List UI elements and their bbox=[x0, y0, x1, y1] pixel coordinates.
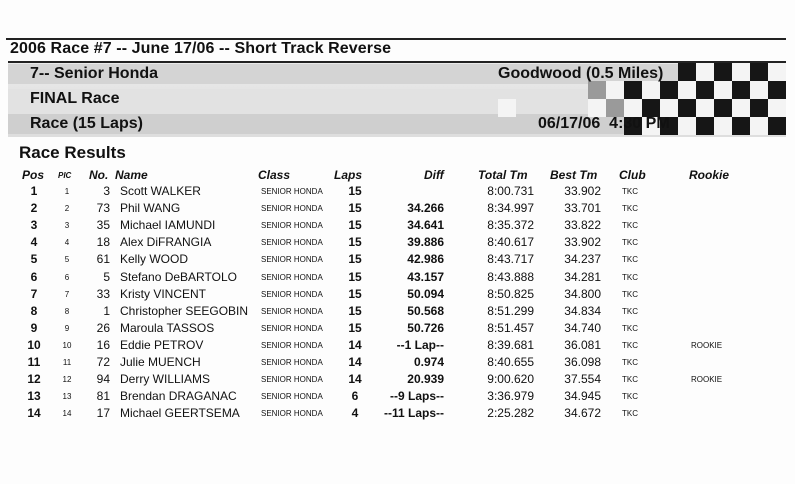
cell-club: TKC bbox=[622, 340, 638, 350]
cell-best: 36.098 bbox=[564, 355, 601, 369]
header-no: No. bbox=[89, 168, 109, 182]
cell-pic: 5 bbox=[64, 255, 70, 265]
cell-rookie: ROOKIE bbox=[691, 375, 723, 385]
cell-best: 37.554 bbox=[564, 372, 601, 387]
cell-class: SENIOR HONDA bbox=[261, 221, 323, 231]
cell-pic: 10 bbox=[62, 340, 72, 350]
table-row bbox=[0, 217, 795, 234]
cell-laps: 6 bbox=[351, 389, 359, 404]
cell-total: 8:00.731 bbox=[487, 184, 534, 198]
cell-total: 3:36.979 bbox=[487, 389, 534, 404]
cell-name: Kelly WOOD bbox=[120, 252, 189, 267]
cell-pos: 6 bbox=[30, 269, 38, 284]
cell-club: TKC bbox=[622, 238, 638, 248]
cell-club: TKC bbox=[622, 409, 638, 419]
cell-class: SENIOR HONDA bbox=[261, 375, 323, 385]
cell-pos: 9 bbox=[30, 320, 38, 335]
header-class: Class bbox=[258, 168, 291, 182]
cell-diff: --11 Laps-- bbox=[383, 406, 444, 421]
cell-best: 36.081 bbox=[564, 337, 601, 352]
cell-club: TKC bbox=[622, 358, 638, 367]
cell-pos: 5 bbox=[30, 252, 38, 267]
cell-pos: 2 bbox=[30, 201, 38, 216]
table-row bbox=[0, 200, 795, 217]
table-row bbox=[0, 183, 795, 200]
cell-diff: 42.986 bbox=[407, 252, 444, 267]
cell-diff: 50.568 bbox=[407, 303, 444, 318]
cell-laps: 15 bbox=[348, 184, 362, 198]
cell-class: SENIOR HONDA bbox=[261, 409, 323, 419]
cell-total: 9:00.620 bbox=[487, 372, 534, 387]
cell-class: SENIOR HONDA bbox=[261, 289, 323, 299]
cell-name: Brendan DRAGANAC bbox=[120, 389, 237, 404]
cell-name: Phil WANG bbox=[120, 201, 181, 216]
table-row bbox=[0, 405, 795, 422]
cell-pic: 14 bbox=[62, 409, 72, 419]
cell-laps: 14 bbox=[348, 355, 362, 369]
cell-club: TKC bbox=[622, 323, 638, 333]
cell-diff: 43.157 bbox=[407, 269, 444, 284]
cell-name: Eddie PETROV bbox=[120, 337, 204, 352]
cell-pos: 3 bbox=[30, 218, 38, 233]
cell-diff: 34.641 bbox=[407, 218, 444, 233]
banner-track: Goodwood (0.5 Miles) bbox=[498, 65, 664, 82]
cell-pic: 7 bbox=[64, 289, 70, 299]
cell-club: TKC bbox=[622, 272, 638, 282]
cell-pos: 4 bbox=[30, 235, 38, 250]
cell-no: 1 bbox=[103, 303, 110, 318]
banner-session: FINAL Race bbox=[30, 90, 120, 107]
cell-total: 8:40.617 bbox=[487, 235, 534, 250]
cell-club: TKC bbox=[622, 289, 638, 299]
cell-club: TKC bbox=[622, 221, 638, 231]
cell-best: 34.945 bbox=[564, 389, 601, 404]
cell-name: Scott WALKER bbox=[120, 184, 201, 198]
cell-no: 33 bbox=[96, 286, 110, 301]
cell-no: 5 bbox=[103, 269, 110, 284]
cell-no: 81 bbox=[96, 389, 110, 404]
cell-pic: 2 bbox=[64, 204, 70, 214]
table-row bbox=[0, 234, 795, 251]
cell-no: 35 bbox=[96, 218, 110, 233]
cell-pic: 11 bbox=[62, 358, 72, 367]
cell-class: SENIOR HONDA bbox=[261, 340, 323, 350]
header-best: Best Tm bbox=[550, 168, 598, 182]
banner-class: 7-- Senior Honda bbox=[30, 65, 159, 82]
header-diff: Diff bbox=[424, 168, 444, 182]
cell-no: 61 bbox=[96, 252, 110, 267]
cell-laps: 14 bbox=[348, 372, 362, 387]
cell-no: 16 bbox=[96, 337, 110, 352]
cell-pos: 13 bbox=[27, 389, 41, 404]
cell-best: 34.237 bbox=[564, 252, 601, 267]
cell-pic: 12 bbox=[62, 375, 72, 385]
cell-no: 18 bbox=[96, 235, 110, 250]
cell-name: Stefano DeBARTOLO bbox=[120, 269, 237, 284]
cell-total: 8:34.997 bbox=[487, 201, 534, 216]
cell-pic: 6 bbox=[64, 272, 70, 282]
cell-pic: 3 bbox=[64, 221, 70, 231]
header-name: Name bbox=[115, 168, 148, 182]
table-row bbox=[0, 388, 795, 405]
cell-diff: 20.939 bbox=[407, 372, 444, 387]
cell-best: 34.800 bbox=[564, 286, 601, 301]
cell-class: SENIOR HONDA bbox=[261, 323, 323, 333]
cell-diff: --9 Laps-- bbox=[390, 389, 444, 404]
cell-total: 8:51.457 bbox=[487, 320, 534, 335]
cell-name: Michael IAMUNDI bbox=[120, 218, 216, 233]
cell-name: Derry WILLIAMS bbox=[120, 372, 211, 387]
cell-total: 8:40.655 bbox=[487, 355, 534, 369]
cell-club: TKC bbox=[622, 204, 638, 214]
table-row bbox=[0, 320, 795, 337]
cell-no: 26 bbox=[96, 320, 110, 335]
cell-best: 33.902 bbox=[564, 184, 601, 198]
cell-pic: 8 bbox=[64, 306, 70, 316]
cell-pic: 4 bbox=[64, 238, 70, 248]
header-pos: Pos bbox=[22, 168, 45, 182]
cell-class: SENIOR HONDA bbox=[261, 187, 323, 196]
cell-diff: 50.726 bbox=[407, 320, 444, 335]
table-row bbox=[0, 337, 795, 354]
cell-total: 2:25.282 bbox=[487, 406, 534, 421]
cell-club: TKC bbox=[622, 306, 638, 316]
table-row bbox=[0, 371, 795, 388]
cell-no: 3 bbox=[103, 184, 110, 198]
cell-diff: 34.266 bbox=[407, 201, 444, 216]
header-pic: PIC bbox=[58, 171, 72, 180]
banner-race-info: Race (15 Laps) bbox=[30, 115, 143, 132]
cell-pos: 1 bbox=[30, 184, 38, 198]
cell-total: 8:35.372 bbox=[487, 218, 534, 233]
cell-pos: 14 bbox=[27, 406, 41, 421]
cell-club: TKC bbox=[622, 375, 638, 385]
cell-laps: 15 bbox=[348, 235, 362, 250]
cell-pos: 7 bbox=[30, 286, 38, 301]
cell-total: 8:43.888 bbox=[487, 269, 534, 284]
cell-diff: --1 Lap-- bbox=[396, 337, 444, 352]
cell-name: Julie MUENCH bbox=[120, 355, 201, 369]
cell-club: TKC bbox=[622, 187, 638, 196]
cell-pic: 13 bbox=[62, 392, 72, 402]
cell-best: 34.834 bbox=[564, 303, 601, 318]
cell-no: 94 bbox=[96, 372, 110, 387]
cell-best: 34.281 bbox=[564, 269, 601, 284]
cell-laps: 15 bbox=[348, 201, 362, 216]
cell-pos: 12 bbox=[27, 372, 41, 387]
cell-no: 72 bbox=[96, 355, 110, 369]
header-club: Club bbox=[619, 168, 646, 182]
banner-datetime: 06/17/06 4:30 PM bbox=[538, 115, 670, 132]
header-rookie: Rookie bbox=[689, 168, 730, 182]
cell-name: Michael GEERTSEMA bbox=[120, 406, 240, 421]
results-heading: Race Results bbox=[19, 143, 126, 162]
cell-name: Kristy VINCENT bbox=[120, 286, 207, 301]
cell-class: SENIOR HONDA bbox=[261, 392, 323, 402]
cell-laps: 15 bbox=[348, 286, 362, 301]
cell-name: Maroula TASSOS bbox=[120, 320, 215, 335]
cell-pos: 10 bbox=[27, 337, 41, 352]
cell-pos: 11 bbox=[27, 355, 41, 369]
cell-best: 34.740 bbox=[564, 320, 601, 335]
cell-rookie: ROOKIE bbox=[691, 340, 723, 350]
cell-class: SENIOR HONDA bbox=[261, 272, 323, 282]
cell-class: SENIOR HONDA bbox=[261, 204, 323, 214]
cell-total: 8:51.299 bbox=[487, 303, 534, 318]
cell-diff: 50.094 bbox=[407, 286, 444, 301]
cell-diff: 0.974 bbox=[413, 355, 444, 369]
cell-club: TKC bbox=[622, 392, 638, 402]
cell-laps: 4 bbox=[351, 406, 359, 421]
cell-class: SENIOR HONDA bbox=[261, 255, 323, 265]
cell-laps: 15 bbox=[348, 252, 362, 267]
cell-pic: 9 bbox=[64, 323, 70, 333]
cell-pos: 8 bbox=[30, 303, 38, 318]
cell-best: 34.672 bbox=[564, 406, 601, 421]
cell-best: 33.701 bbox=[564, 201, 601, 216]
cell-no: 17 bbox=[96, 406, 110, 421]
table-row bbox=[0, 303, 795, 320]
table-row bbox=[0, 269, 795, 286]
header-total: Total Tm bbox=[478, 168, 528, 182]
cell-laps: 15 bbox=[348, 269, 362, 284]
page-title: 2006 Race #7 -- June 17/06 -- Short Track Reverse bbox=[10, 40, 392, 57]
cell-laps: 15 bbox=[348, 303, 362, 318]
cell-class: SENIOR HONDA bbox=[261, 358, 323, 367]
race-banner bbox=[8, 61, 786, 137]
cell-laps: 15 bbox=[348, 218, 362, 233]
cell-name: Alex DiFRANGIA bbox=[120, 235, 212, 250]
cell-total: 8:50.825 bbox=[487, 286, 534, 301]
cell-total: 8:39.681 bbox=[487, 337, 534, 352]
cell-name: Christopher SEEGOBIN bbox=[120, 303, 248, 318]
table-row bbox=[0, 354, 795, 371]
header-laps: Laps bbox=[334, 168, 363, 182]
cell-no: 73 bbox=[96, 201, 110, 216]
cell-club: TKC bbox=[622, 255, 638, 265]
cell-best: 33.902 bbox=[564, 235, 601, 250]
cell-pic: 1 bbox=[64, 187, 70, 196]
table-row bbox=[0, 286, 795, 303]
cell-best: 33.822 bbox=[564, 218, 601, 233]
cell-laps: 15 bbox=[348, 320, 362, 335]
cell-diff: 39.886 bbox=[407, 235, 444, 250]
table-row bbox=[0, 251, 795, 268]
cell-laps: 14 bbox=[348, 337, 362, 352]
cell-class: SENIOR HONDA bbox=[261, 238, 323, 248]
cell-total: 8:43.717 bbox=[487, 252, 534, 267]
cell-class: SENIOR HONDA bbox=[261, 306, 323, 316]
